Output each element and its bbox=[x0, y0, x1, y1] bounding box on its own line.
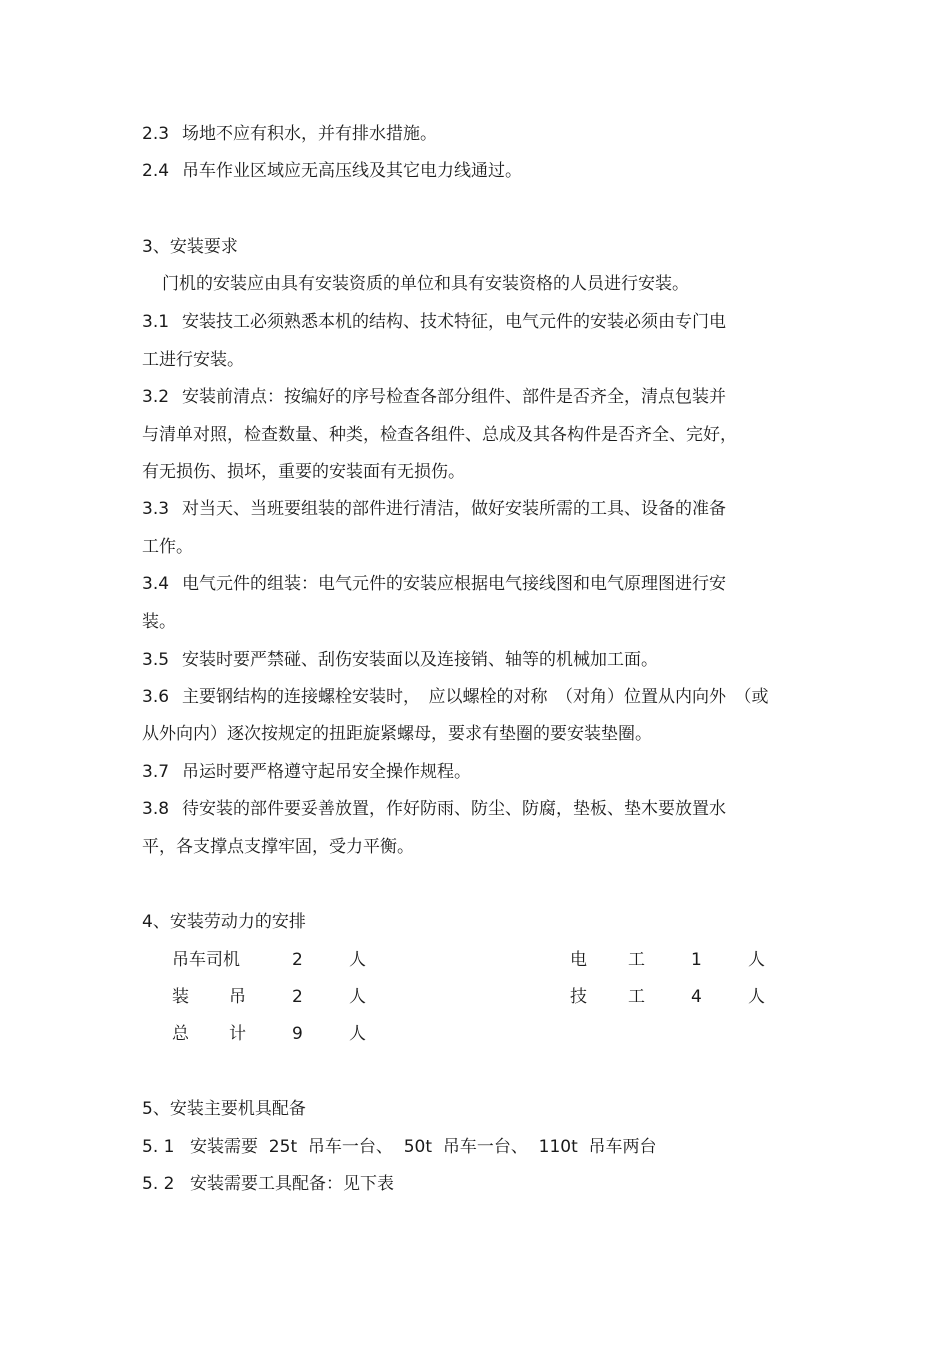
para-3-7 bbox=[142, 761, 471, 783]
section-3-heading: 3、安装要求 bbox=[142, 237, 238, 257]
total-label-b: 计 bbox=[229, 1024, 246, 1044]
total-label-a: 总 bbox=[172, 1024, 189, 1044]
unit: 人 bbox=[349, 987, 366, 1007]
role-electrician-a: 电 bbox=[570, 950, 587, 970]
item-text: 安装需要工具配备：见下表 bbox=[190, 1174, 394, 1194]
item-text: 安装需要 25t 吊车一台、 50t 吊车一台、 110t 吊车两台 bbox=[190, 1137, 657, 1157]
item-number: 3.7 bbox=[142, 762, 170, 782]
item-number: 3.5 bbox=[142, 650, 170, 670]
item-number: 2.3 bbox=[142, 124, 170, 144]
para-3-1-cont: 工进行安装。 bbox=[142, 350, 244, 370]
item-text: 安装技工必须熟悉本机的结构、技术特征，电气元件的安装必须由专门电 bbox=[182, 312, 726, 332]
para-5-1 bbox=[142, 1136, 657, 1158]
unit: 人 bbox=[349, 950, 366, 970]
count-total: 9 bbox=[292, 1024, 303, 1044]
item-text: 待安装的部件要妥善放置，作好防雨、防尘、防腐，垫板、垫木要放置水 bbox=[182, 799, 726, 819]
item-number: 3.3 bbox=[142, 499, 170, 519]
para-5-2 bbox=[142, 1173, 394, 1195]
para-2-3 bbox=[142, 123, 437, 145]
item-text: 场地不应有积水，并有排水措施。 bbox=[182, 124, 437, 144]
item-number: 3.6 bbox=[142, 687, 170, 707]
para-3-8 bbox=[142, 798, 726, 820]
section-4-heading: 4、安装劳动力的安排 bbox=[142, 912, 306, 932]
item-number: 5. 1 bbox=[142, 1137, 175, 1157]
unit: 人 bbox=[349, 1024, 366, 1044]
count-electrician: 1 bbox=[691, 950, 702, 970]
role-technician-a: 技 bbox=[570, 987, 587, 1007]
para-3-5 bbox=[142, 649, 658, 671]
item-number: 3.8 bbox=[142, 799, 170, 819]
para-3-3 bbox=[142, 498, 726, 520]
role-crane-driver: 吊车司机 bbox=[172, 950, 240, 970]
para-3-4 bbox=[142, 573, 726, 595]
count-technician: 4 bbox=[691, 987, 702, 1007]
item-number: 5. 2 bbox=[142, 1174, 175, 1194]
item-text: 吊车作业区域应无高压线及其它电力线通过。 bbox=[182, 161, 522, 181]
para-3-2-cont: 与清单对照，检查数量、种类，检查各组件、总成及其各构件是否齐全、完好， bbox=[142, 425, 737, 445]
section-3-intro: 门机的安装应由具有安装资质的单位和具有安装资格的人员进行安装。 bbox=[162, 274, 689, 294]
item-number: 3.2 bbox=[142, 387, 170, 407]
para-2-4 bbox=[142, 160, 522, 182]
count-crane-driver: 2 bbox=[292, 950, 303, 970]
item-text: 安装前清点：按编好的序号检查各部分组件、部件是否齐全，清点包装并 bbox=[182, 387, 726, 407]
para-3-6-cont: 从外向内）逐次按规定的扭距旋紧螺母，要求有垫圈的要安装垫圈。 bbox=[142, 724, 652, 744]
item-text: 安装时要严禁碰、刮伤安装面以及连接销、轴等的机械加工面。 bbox=[182, 650, 658, 670]
para-3-2 bbox=[142, 386, 726, 408]
item-text: 吊运时要严格遵守起吊安全操作规程。 bbox=[182, 762, 471, 782]
para-3-8-cont: 平，各支撑点支撑牢固，受力平衡。 bbox=[142, 837, 414, 857]
item-number: 3.1 bbox=[142, 312, 170, 332]
item-text: 电气元件的组装：电气元件的安装应根据电气接线图和电气原理图进行安 bbox=[182, 574, 726, 594]
role-technician-b: 工 bbox=[628, 987, 645, 1007]
role-rigger-b: 吊 bbox=[229, 987, 246, 1007]
para-3-1 bbox=[142, 311, 726, 333]
unit: 人 bbox=[748, 950, 765, 970]
para-3-2-cont2: 有无损伤、损坏，重要的安装面有无损伤。 bbox=[142, 462, 465, 482]
section-5-heading: 5、安装主要机具配备 bbox=[142, 1099, 306, 1119]
count-rigger: 2 bbox=[292, 987, 303, 1007]
item-text: 对当天、当班要组装的部件进行清洁，做好安装所需的工具、设备的准备 bbox=[182, 499, 726, 519]
unit: 人 bbox=[748, 987, 765, 1007]
role-electrician-b: 工 bbox=[628, 950, 645, 970]
para-3-3-cont: 工作。 bbox=[142, 537, 193, 557]
item-number: 2.4 bbox=[142, 161, 170, 181]
item-text: 主要钢结构的连接螺栓安装时， 应以螺栓的对称 （对角）位置从内向外 （或 bbox=[182, 687, 769, 707]
role-rigger-a: 装 bbox=[172, 987, 189, 1007]
item-number: 3.4 bbox=[142, 574, 170, 594]
para-3-4-cont: 装。 bbox=[142, 612, 176, 632]
para-3-6 bbox=[142, 686, 769, 708]
